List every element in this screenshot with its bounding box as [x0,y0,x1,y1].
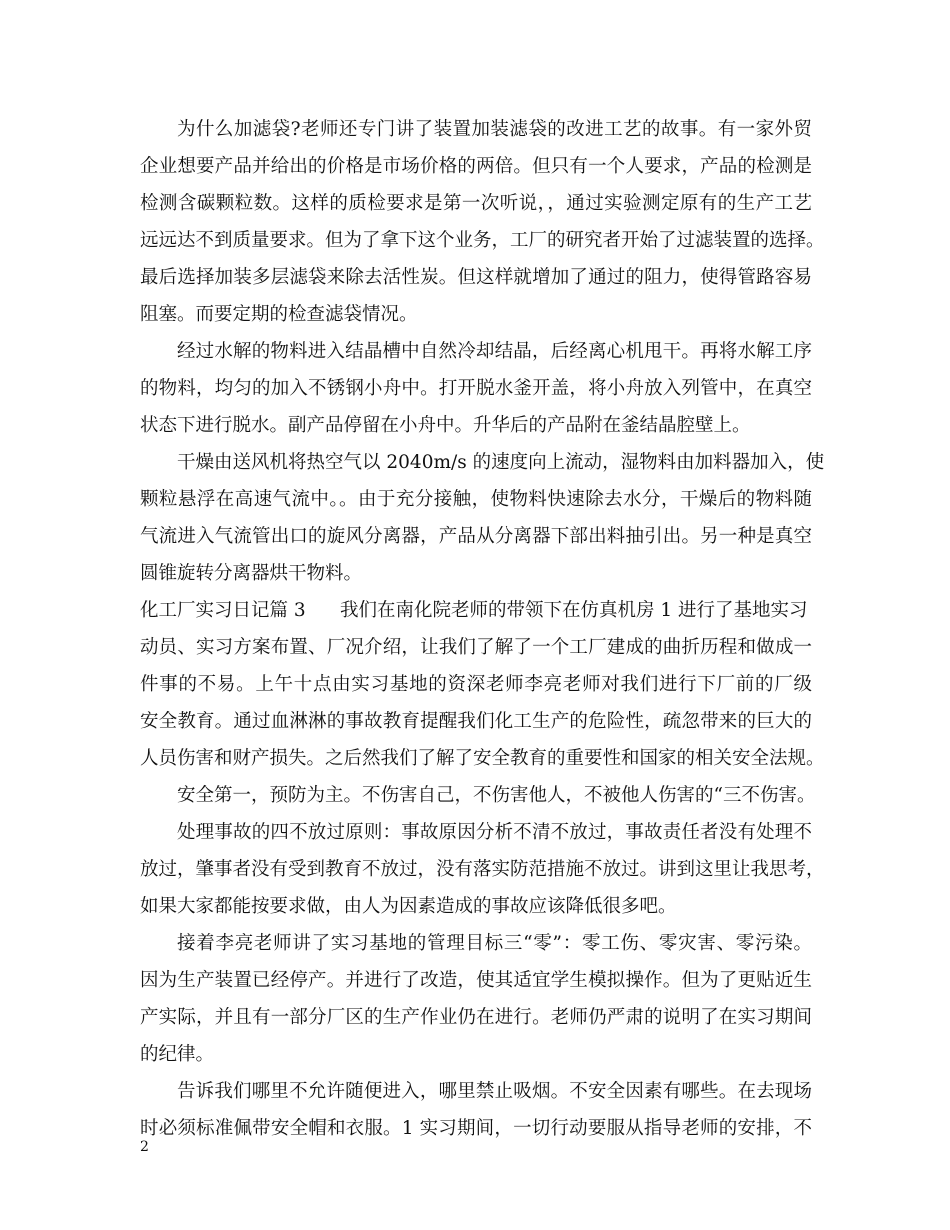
paragraph-line: 检测含碳颗粒数。这样的质检要求是第一次听说，，通过实验测定原有的生产工艺 [140,193,812,214]
paragraph-line: 为什么加滤袋?老师还专门讲了装置加装滤袋的改进工艺的故事。有一家外贸 [177,119,812,140]
paragraph-line: 放过，肇事者没有受到教育不放过，没有落实防范措施不放过。讲到这里让我思考， [140,859,825,880]
paragraph-line: 企业想要产品并给出的价格是市场价格的两倍。但只有一个人要求，产品的检测是 [140,156,812,177]
paragraph-line: 安全教育。通过血淋淋的事故教育提醒我们化工生产的危险性，疏忽带来的巨大的 [140,711,812,732]
paragraph-line: 的纪律。 [140,1044,215,1065]
section-title: 化工厂实习日记篇 3 [140,600,306,621]
paragraph-line: 因为生产装置已经停产。并进行了改造，使其适宜学生模拟操作。但为了更贴近生 [140,970,812,991]
paragraph-line: 干燥由送风机将热空气以 2040m/s 的速度向上流动，湿物料由加料器加入，使 [177,452,825,473]
paragraph-line: 告诉我们哪里不允许随便进入，哪里禁止吸烟。不安全因素有哪些。在去现场 [177,1081,812,1102]
paragraph-line: 接着李亮老师讲了实习基地的管理目标三“零”：零工伤、零灾害、零污染。 [177,933,812,954]
paragraph-line: 最后选择加装多层滤袋来除去活性炭。但这样就增加了通过的阻力，使得管路容易 [140,267,812,288]
paragraph-line: 人员伤害和财产损失。之后然我们了解了安全教育的重要性和国家的相关安全法规。 [140,748,825,769]
section-heading-line [140,597,812,625]
paragraph-line: 状态下进行脱水。副产品停留在小舟中。升华后的产品附在釜结晶腔壁上。 [140,415,751,436]
paragraph-line: 产实际，并且有一部分厂区的生产作业仍在进行。老师仍严肃的说明了在实习期间 [140,1007,812,1028]
paragraph-line: 圆锥旋转分离器烘干物料。 [140,563,363,584]
paragraph-line: 件事的不易。上午十点由实习基地的资深老师李亮老师对我们进行下厂前的厂级 [140,674,812,695]
paragraph-line: 时必须标准佩带安全帽和衣服。1 实习期间，一切行动要服从指导老师的安排，不 [140,1118,812,1139]
paragraph-text: 我们在南化院老师的带领下在仿真机房 1 进行了基地实习 [340,600,808,621]
paragraph-line: 远远达不到质量要求。但为了拿下这个业务，工厂的研究者开始了过滤装置的选择。 [140,230,825,251]
paragraph-line: 安全第一，预防为主。不伤害自己，不伤害他人，不被他人伤害的“三不伤害。 [177,785,816,806]
paragraph-line: 处理事故的四不放过原则：事故原因分析不清不放过，事故责任者没有处理不 [177,822,812,843]
paragraph-line: 动员、实习方案布置、厂况介绍，让我们了解了一个工厂建成的曲折历程和做成一 [140,637,812,658]
paragraph-line: 的物料，均匀的加入不锈钢小舟中。打开脱水釜开盖，将小舟放入列管中，在真空 [140,378,812,399]
paragraph-line: 阻塞。而要定期的检查滤袋情况。 [140,304,418,325]
paragraph-line: 如果大家都能按要求做，由人为因素造成的事故应该降低很多吧。 [140,896,677,917]
paragraph-line: 颗粒悬浮在高速气流中。。由于充分接触，使物料快速除去水分，干燥后的物料随 [140,489,812,510]
paragraph-line: 经过水解的物料进入结晶槽中自然冷却结晶，后经离心机甩干。再将水解工序 [177,341,812,362]
page-number: 2 [140,1139,149,1155]
paragraph-line: 气流进入气流管出口的旋风分离器，产品从分离器下部出料抽引出。另一种是真空 [140,526,812,547]
